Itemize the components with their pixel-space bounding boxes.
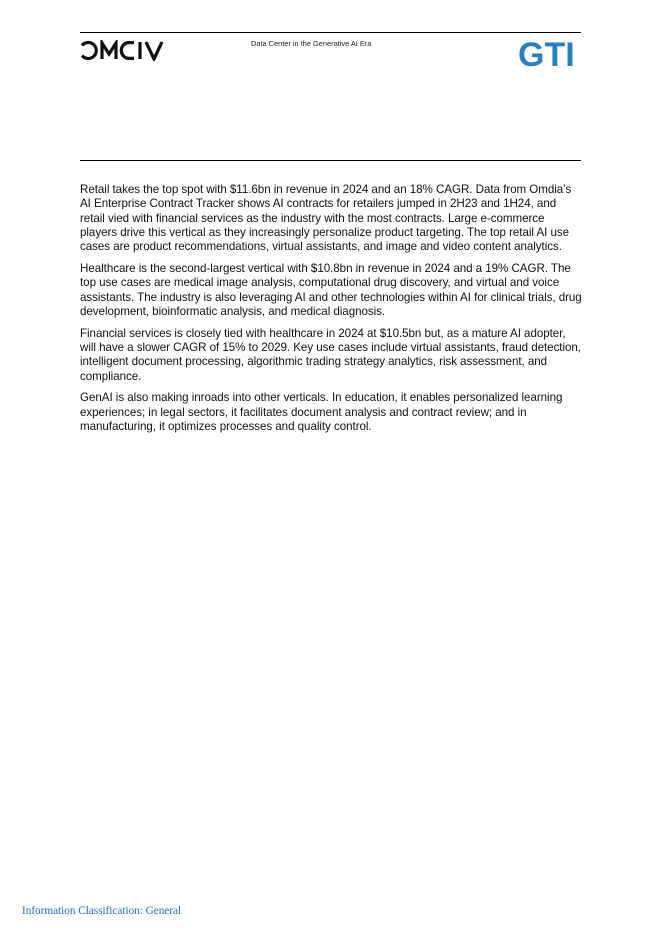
omdia-logo — [80, 40, 170, 61]
top-divider — [80, 32, 581, 33]
gti-logo — [518, 37, 582, 69]
paragraph-other-verticals: GenAI is also making inroads into other verticals. In education, it enables personalized learning experiences; in legal sectors, it facilitates document analysis and contract review; and in manufacturing, it optimizes processes and quality control. — [80, 391, 563, 433]
information-classification: Information Classification: General — [22, 905, 182, 917]
svg-text:GTI: GTI — [518, 37, 575, 69]
header-divider — [80, 160, 581, 161]
document-header-title: Data Center in the Generative AI Era — [251, 39, 372, 48]
paragraph-financial-services: Financial services is closely tied with healthcare in 2024 at $10.5bn but, as a mature AI adopter, will have a slower CAGR of 15% to 2029. Key use cases include virtual assistants, fraud detection, intelligent document processing, algorithmic trading strategy analytics, risk assessment, and compliance. — [80, 326, 581, 383]
paragraph-healthcare: Healthcare is the second-largest vertical with $10.8bn in revenue in 2024 and a 19% CAGR. The top use cases are medical image analysis, computational drug discovery, and virtual and voice assistants. The industry is also leveraging AI and other technologies within AI for clinical trials, drug development, bioinformatic analysis, and medical diagnosis. — [80, 261, 582, 318]
paragraph-retail: Retail takes the top spot with $11.6bn in revenue in 2024 and an 18% CAGR. Data from Omdia’s AI Enterprise Contract Tracker shows AI contracts for retailers jumped in 2H23 and 1H24, and retail vied with financial services as the industry with the most contracts. Large e-commerce players drive this vertical as they increasingly personalize product targeting. The top retail AI use cases are product recommendations, virtual assistants, and image and video content analytics. — [80, 183, 572, 254]
body-text — [80, 183, 583, 442]
